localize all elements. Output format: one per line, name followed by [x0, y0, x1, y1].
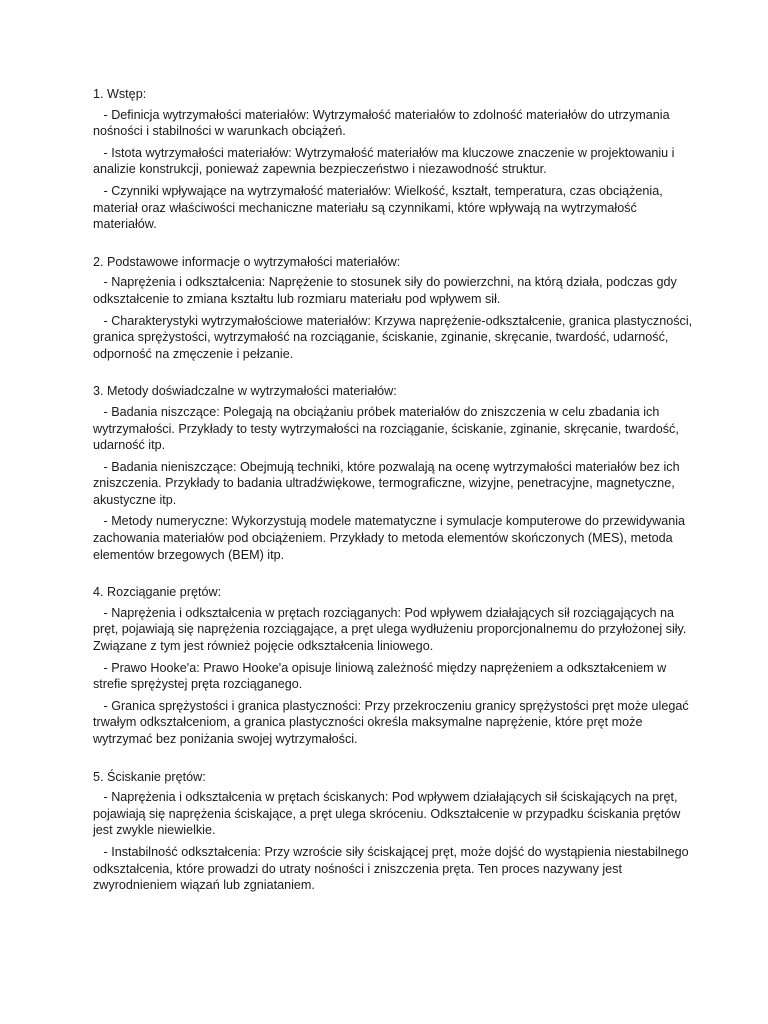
list-item: - Metody numeryczne: Wykorzystują modele matematyczne i symulacje komputerowe do przewidywania zachowania materiałów pod obciążeniem. Przykłady to metoda elementów skończonych (MES), metoda elementów brzegowych (BEM) itp. — [93, 514, 689, 562]
list-item: - Charakterystyki wytrzymałościowe materiałów: Krzywa naprężenie-odkształcenie, granica plastyczności, granica sprężystości, wytrzymałość na rozciąganie, ściskanie, zginanie, skręcanie, twardość, udarność, odporność na zmęczenie i pełzanie. — [93, 313, 696, 361]
section-rod-tension — [93, 584, 693, 747]
section-title: 1. Wstęp: — [93, 87, 147, 101]
section-introduction — [93, 86, 693, 233]
list-item: - Instabilność odkształcenia: Przy wzroście siły ściskającej pręt, może dojść do wystąpienia niestabilnego odkształcenia, które prowadzi do utraty nośności i zniszczenia pręta. Ten proces nazywany jest zwyrodnieniem wiązań lub zgniataniem. — [93, 844, 693, 893]
list-item: - Naprężenia i odkształcenia w prętach rozciąganych: Pod wpływem działających sił rozciągających na pręt, pojawiają się naprężenia rozciągające, a pręt ulega wydłużeniu proporcjonalnemu do przyłożonej siły. Związane z tym jest również pojęcie odkształcenia liniowego. — [93, 605, 690, 654]
list-item: - Czynniki wpływające na wytrzymałość materiałów: Wielkość, kształt, temperatura, czas obciążenia, materiał oraz właściwości mechaniczne materiału są czynnikami, które wpływają na wytrzymałość materiałów. — [93, 183, 667, 232]
list-item: - Naprężenia i odkształcenia w prętach ściskanych: Pod wpływem działających sił ściskających na pręt, pojawiają się naprężenia ściskające, a pręt ulega skróceniu. Odkształcenie w przypadku ściskania prętów jest zwykle niewielkie. — [93, 790, 684, 838]
section-basic-information — [93, 254, 696, 363]
section-experimental-methods — [93, 383, 693, 563]
list-item: - Granica sprężystości i granica plastyczności: Przy przekroczeniu granicy sprężystości pręt może ulegać trwałym odkształceniom, a granica plastyczności określa maksymalne naprężenie, które pręt może wytrzymać bez poniżania swojej wytrzymałości. — [93, 698, 693, 746]
section-title: 3. Metody doświadczalne w wytrzymałości materiałów: — [93, 384, 397, 399]
list-item: - Badania niszczące: Polegają na obciążaniu próbek materiałów do zniszczenia w celu zbadania ich wytrzymałości. Przykłady to testy wytrzymałości na rozciąganie, ściskanie, zginanie, skręcanie, twardość, udarność itp. — [93, 404, 683, 453]
list-item: - Naprężenia i odkształcenia: Naprężenie to stosunek siły do powierzchni, na którą działa, podczas gdy odkształcenie to zmiana kształtu lub rozmiaru materiału pod wpływem sił. — [93, 275, 681, 306]
list-item: - Definicja wytrzymałości materiałów: Wytrzymałość materiałów to zdolność materiałów do utrzymania nośności i stabilności w warunkach obciążeń. — [93, 107, 674, 139]
document-page — [93, 86, 696, 915]
section-title: 4. Rozciąganie prętów: — [93, 585, 222, 600]
list-item: - Istota wytrzymałości materiałów: Wytrzymałość materiałów ma kluczowe znaczenie w projektowaniu i analizie konstrukcji, ponieważ zapewnia bezpieczeństwo i niezawodność struktur. — [93, 145, 678, 177]
section-title: 2. Podstawowe informacje o wytrzymałości materiałów: — [93, 254, 401, 269]
list-item: - Badania nieniszczące: Obejmują techniki, które pozwalają na ocenę wytrzymałości materiałów bez ich zniszczenia. Przykłady to badania ultradźwiękowe, termograficzne, wizyjne, penetracyjne, magnetyczne, akustyczne itp. — [93, 459, 684, 507]
list-item: - Prawo Hooke'a: Prawo Hooke'a opisuje liniową zależność między naprężeniem a odkształceniem w strefie sprężystej pręta rozciąganego. — [93, 660, 670, 692]
section-rod-compression — [93, 769, 693, 894]
section-title: 5. Ściskanie prętów: — [93, 769, 206, 784]
